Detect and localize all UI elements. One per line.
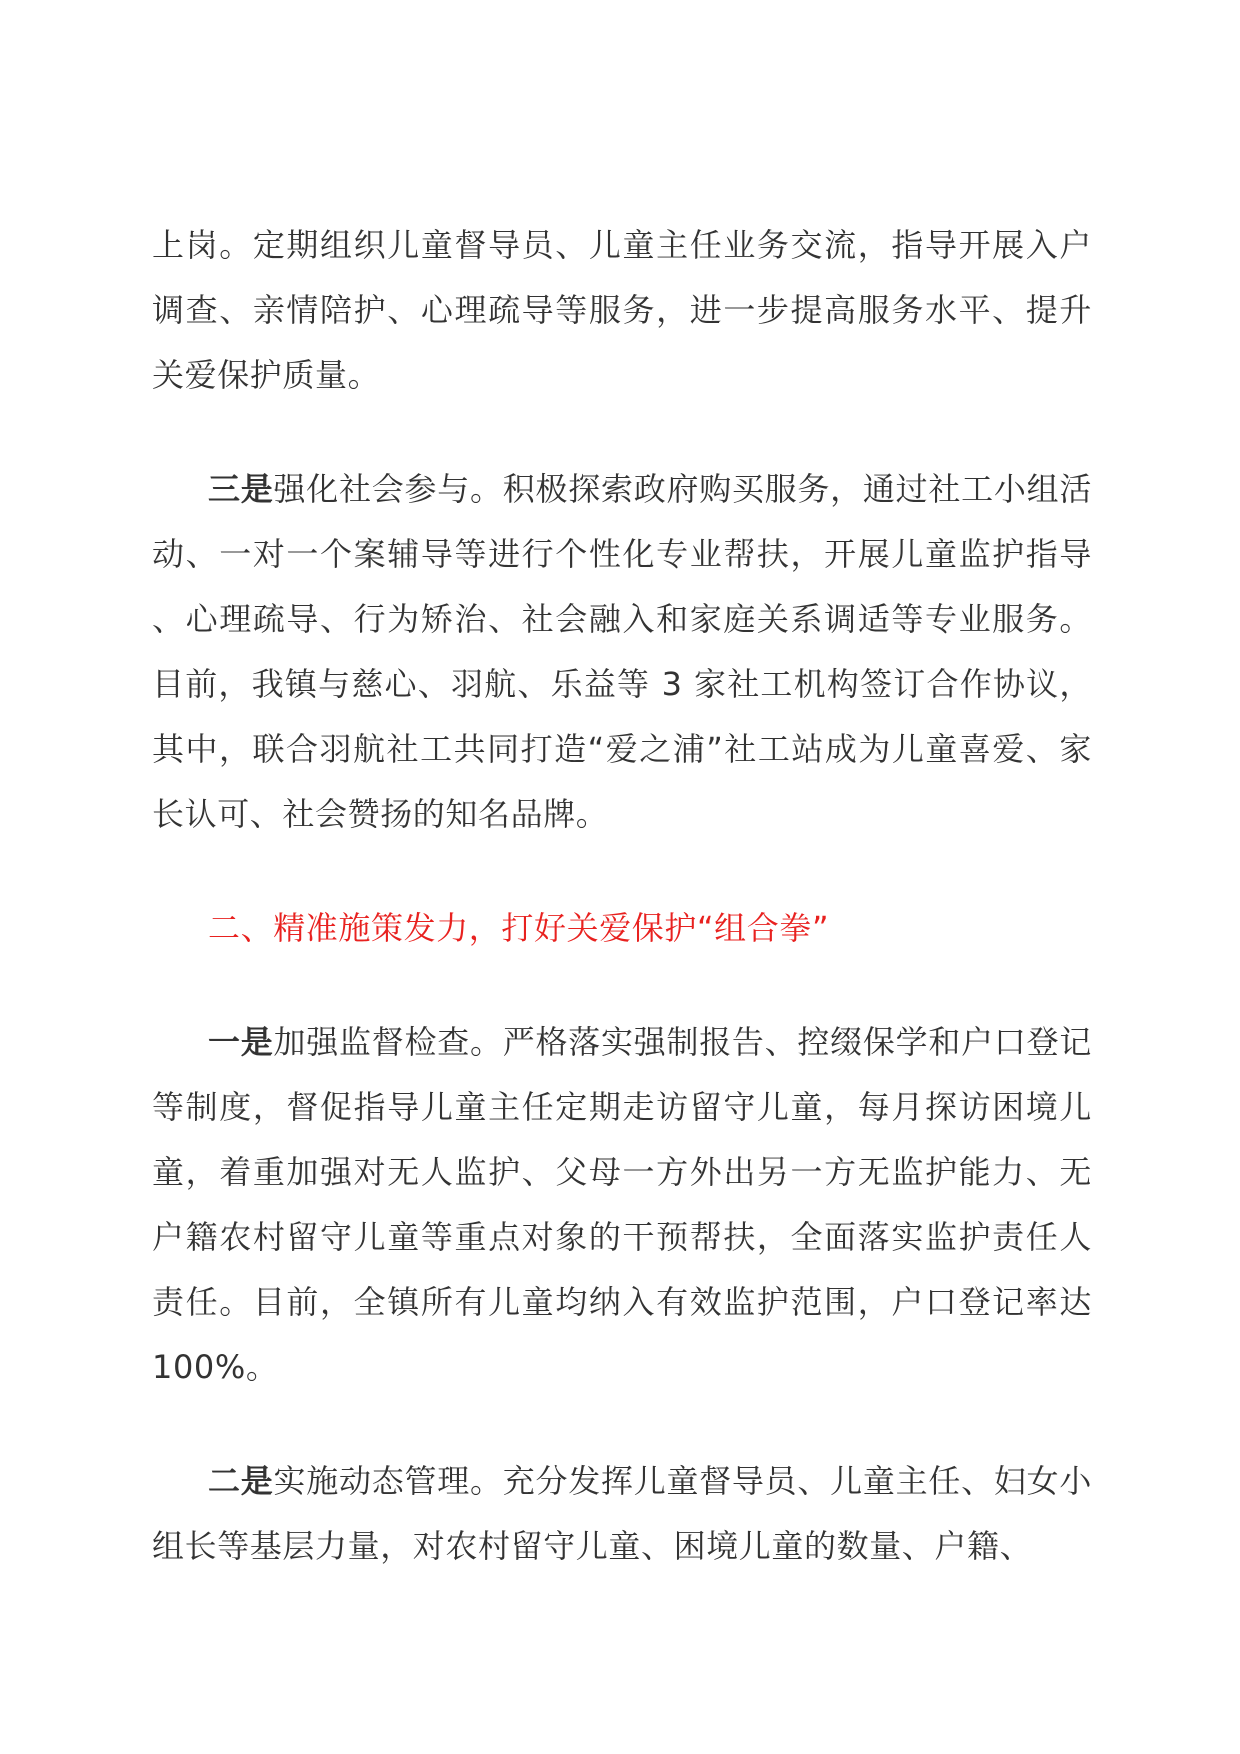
paragraph-lead: 三是	[208, 470, 274, 508]
paragraph-text: 实施动态管理。充分发挥儿童督导员、儿童主任、妇女小组长等基层力量，对农村留守儿童、困境儿童的数量、户籍、	[152, 1462, 1092, 1565]
paragraph-supervision	[152, 1010, 1092, 1400]
paragraph-text: 强化社会参与。积极探索政府购买服务，通过社工小组活动、一对一个案辅导等进行个性化专业帮扶，开展儿童监护指导、心理疏导、行为矫治、社会融入和家庭关系调适等专业服务。目前，我镇与慈心、羽航、乐益等 3 家社工机构签订合作协议，其中，联合羽航社工共同打造“爱之浦”社工站成为儿童喜爱、家长认可、社会赞扬的知名品牌。	[152, 470, 1092, 833]
paragraph-social-participation	[152, 457, 1092, 847]
paragraph-lead: 二是	[208, 1462, 274, 1500]
paragraph-text: 上岗。定期组织儿童督导员、儿童主任业务交流，指导开展入户调查、亲情陪护、心理疏导等服务，进一步提高服务水平、提升关爱保护质量。	[152, 226, 1092, 394]
paragraph-dynamic-management	[152, 1449, 1092, 1579]
document-body	[152, 213, 1092, 1579]
paragraph-lead: 一是	[208, 1023, 274, 1061]
paragraph-continuation	[152, 213, 1092, 408]
section-heading: 二、精准施策发力，打好关爱保护“组合拳”	[208, 909, 830, 947]
paragraph-text: 加强监督检查。严格落实强制报告、控缀保学和户口登记等制度，督促指导儿童主任定期走访留守儿童，每月探访困境儿童，着重加强对无人监护、父母一方外出另一方无监护能力、无户籍农村留守儿童等重点对象的干预帮扶，全面落实监护责任人责任。目前，全镇所有儿童均纳入有效监护范围，户口登记率达 100%。	[152, 1023, 1092, 1386]
